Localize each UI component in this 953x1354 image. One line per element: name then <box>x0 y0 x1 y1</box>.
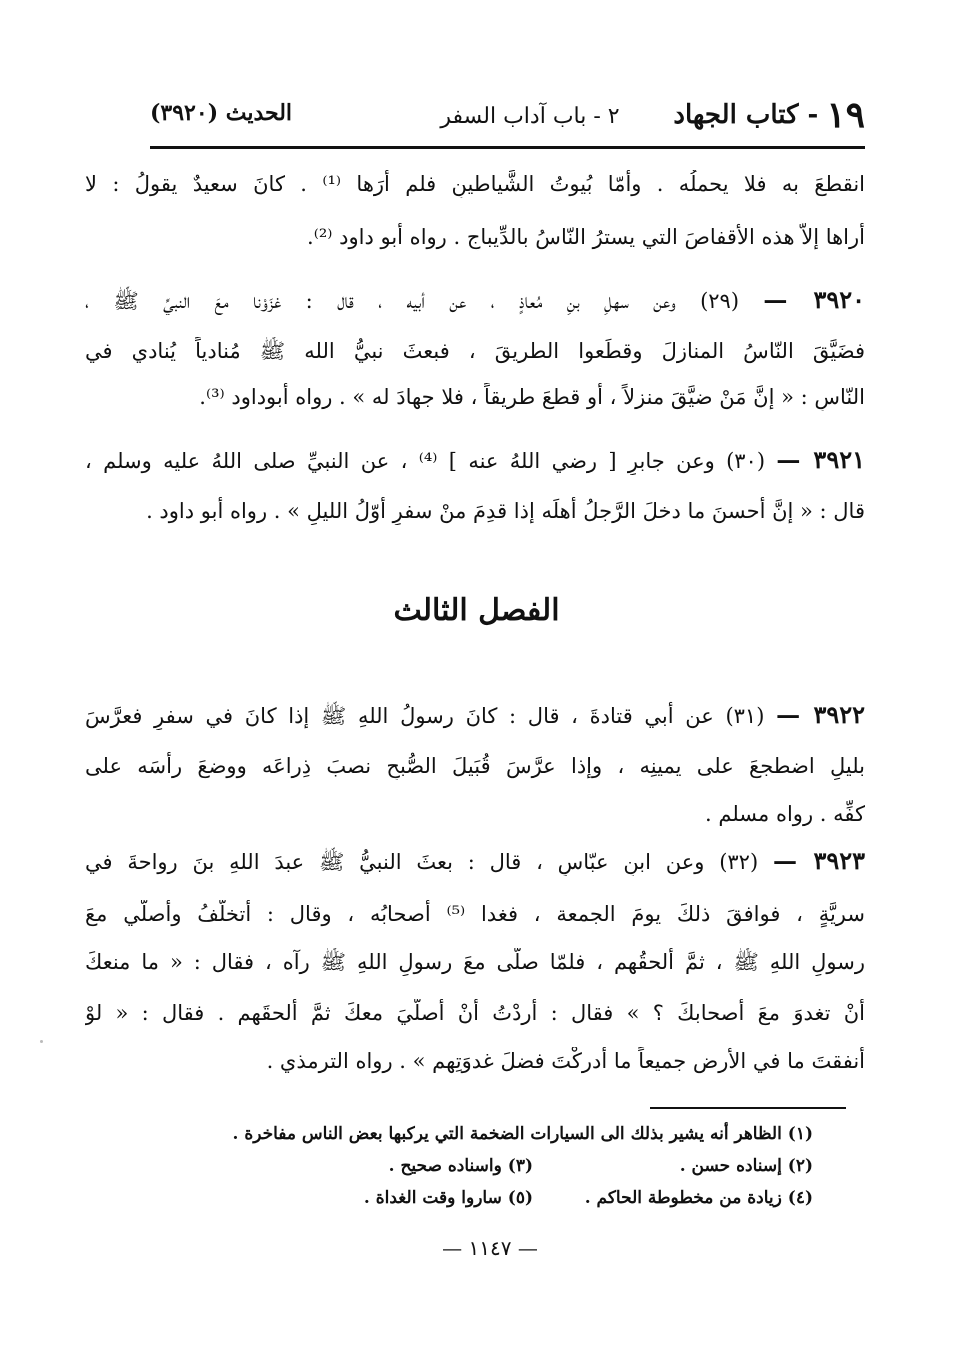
text-content: سريَّةٍ ، فوافقَ ذلكَ يومَ الجمعة ، فغدا ⁽⁵⁾ أصحابُه ، وقال : أتخلَّفُ وأُصلّي معَ <box>85 902 865 926</box>
hadith-3922-line <box>85 701 865 730</box>
hadith-number: ٣٩٢٠ — <box>763 286 865 314</box>
footnote-rule <box>650 1107 846 1109</box>
text-content: (٣١) عن أبي قتادةَ ، قال : كانَ رسولُ اللهِ ﷺ إذا كانَ في سفرٍ فعرَّسَ <box>85 704 765 728</box>
page-number: — ١١٤٧ — <box>442 1236 538 1260</box>
scan-speck <box>40 1040 43 1043</box>
footnote-2: (٢) إسناده حسن . <box>679 1156 813 1176</box>
text-line <box>85 800 865 828</box>
hadith-3923-line <box>85 847 865 876</box>
text-content: أراها إلاّ هذه الأقفاصَ التي يسترُ النّاسُ بالدِّيباجِ . رواه أبو داود ⁽²⁾. <box>307 225 865 249</box>
hadith-3921-line <box>85 446 865 475</box>
text-content: (٢٩) وعن سهلِ بنِ مُعاذٍ ، عن أبيه ، قال : غزَوْنا معَ النبيِّ ﷺ ، <box>85 289 740 313</box>
book-number: ١٩ <box>826 94 865 136</box>
text-content: أنفقتَ ما في الأرضِ جميعاً ما أدركْتَ فضلَ غدوَتِهم » . رواه الترمذي . <box>266 1049 865 1073</box>
text-line <box>85 900 865 928</box>
text-content: رسولِ اللهِ ﷺ ، ثمَّ ألحقُهم ، فلمّا صلّى معَ رسولِ اللهِ ﷺ رآه ، فقال : « ما منعكَ <box>85 950 865 974</box>
hadith-number: ٣٩٢٣ — <box>772 847 865 875</box>
text-content: فضَيَّقَ النّاسُ المنازلَ وقطَعوا الطريقَ ، فبعثَ نبيُّ الله ﷺ مُنادياً يُنادي في <box>85 339 865 363</box>
book-title: - كتاب الجهاد <box>673 100 819 130</box>
chapter-title: ٢ - باب آداب السفر <box>440 104 620 129</box>
text-content: قال : « إنَّ أحسنَ ما دخلَ الرَّجلُ أهلَه إذا قدِمَ منْ سفرٍ أوّلُ الليلِ » . رواه أبو داود . <box>146 499 865 523</box>
text-line <box>85 999 865 1027</box>
text-content: انقطعَ به فلا يحملُه . وأمّا بُيوتُ الشَّياطينِ فلم أرَها ⁽¹⁾ . كانَ سعيدٌ يقولُ : لا <box>85 172 865 196</box>
text-content: النّاسِ : « إنَّ مَنْ ضيَّقَ منزلاً ، أو قطعَ طريقاً ، فلا جهادَ له » . رواه أبوداود ⁽³⁾. <box>199 385 865 409</box>
text-content: (٣٠) وعن جابرٍ [ رضي اللهُ عنه ] ⁽⁴⁾ ، عن النبيِّ صلى اللهُ عليه وسلم ، <box>85 449 766 473</box>
header-rule <box>150 146 865 149</box>
hadith-number: ٣٩٢٢ — <box>776 701 865 729</box>
section-title: الفصل الثالث <box>393 593 560 628</box>
text-line <box>85 948 865 976</box>
hadith-number: ٣٩٢١ — <box>776 446 865 474</box>
footnote-5: (٥) ساروا وقت الغداة . <box>363 1188 533 1208</box>
text-line <box>85 752 865 780</box>
book-heading <box>673 94 865 136</box>
footnote-4: (٤) زيادة من مخطوطة الحاكم . <box>584 1188 813 1208</box>
text-line <box>85 170 865 198</box>
footnote-1: (١) الظاهر أنه يشير بذلك الى السيارات الضخمة التي يركبها بعض الناس مفاخرة . <box>232 1124 813 1144</box>
text-content: بليلٍ اضطجعَ على يمينِه ، وإذا عرَّسَ قُبَيلَ الصُّبحِ نصبَ ذِراعَه ووضعَ رأسَه على <box>85 754 865 778</box>
text-content: (٣٢) وعن ابنِ عبّاسٍ ، قال : بعثَ النبيُّ ﷺ عبدَ اللهِ بنَ رواحةَ في <box>85 850 759 874</box>
text-content: كفِّه . رواه مسلم . <box>705 802 865 826</box>
text-content: أنْ تغدوَ معَ أصحابكَ ؟ » فقال : أردْتُ أنْ أُصلّيَ معكَ ثمَّ ألحقَهم . فقال : « لوْ <box>85 1001 865 1025</box>
hadith-range-label: الحديث (٣٩٢٠) <box>150 100 293 126</box>
running-header <box>150 92 865 144</box>
text-line <box>85 223 865 251</box>
text-line <box>85 383 865 411</box>
hadith-3920-line <box>85 286 865 315</box>
text-line <box>85 497 865 525</box>
text-line <box>85 1047 865 1075</box>
footnote-3: (٣) واسناده صحيح . <box>388 1156 533 1176</box>
text-line <box>85 337 865 365</box>
